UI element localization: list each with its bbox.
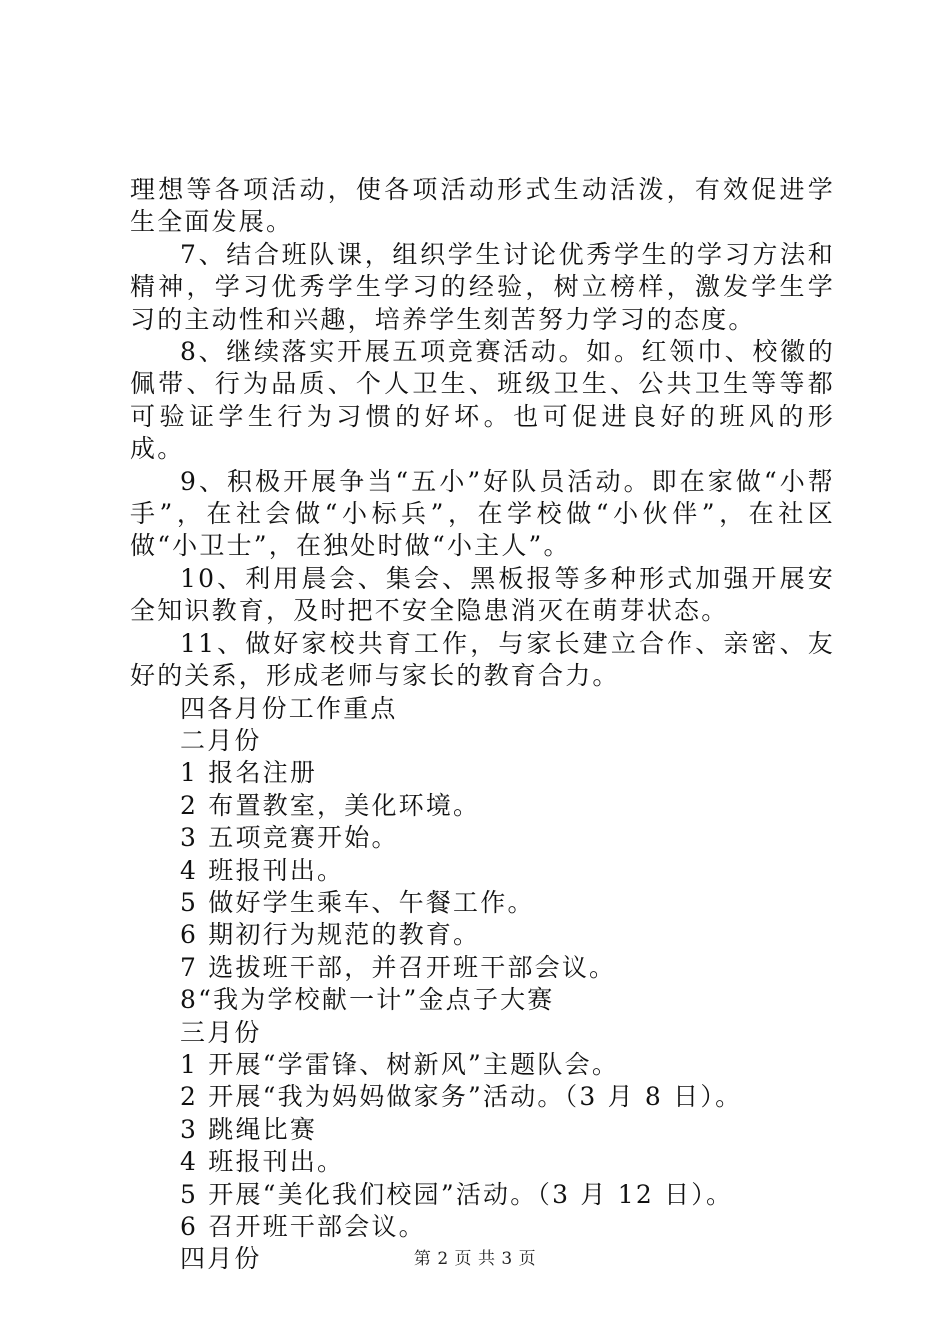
section-heading: 四各月份工作重点 — [180, 693, 398, 723]
list-item: 4 班报刊出。 — [180, 855, 345, 885]
list-item: 1 报名注册 — [180, 758, 318, 788]
list-item: 2 布置教室，美化环境。 — [180, 790, 481, 820]
paragraph-item-9: 9、积极开展争当“五小”好队员活动。即在家做“小帮手”，在社会做“小标兵”，在学校做“小伙伴”，在社区做“小卫士”，在独处时做“小主人”。 — [130, 466, 835, 561]
paragraph-continuation: 理想等各项活动，使各项活动形式生动活泼，有效促进学生全面发展。 — [130, 175, 835, 237]
month-heading-april: 四月份 — [180, 1244, 262, 1274]
page-footer: 第 2 页 共 3 页 — [413, 1249, 537, 1269]
document-body — [130, 174, 835, 1276]
list-item: 1 开展“学雷锋、树新风”主题队会。 — [180, 1049, 620, 1079]
list-item: 5 做好学生乘车、午餐工作。 — [180, 887, 535, 917]
list-item: 3 跳绳比赛 — [180, 1114, 318, 1144]
list-item: 8“我为学校献一计”金点子大赛 — [180, 985, 555, 1015]
list-item: 3 五项竞赛开始。 — [180, 823, 399, 853]
list-item: 4 班报刊出。 — [180, 1147, 345, 1177]
paragraph-item-7: 7、结合班队课，组织学生讨论优秀学生的学习方法和精神，学习优秀学生学习的经验，树立榜样，激发学生学习的主动性和兴趣，培养学生刻苦努力学习的态度。 — [130, 239, 835, 334]
month-heading-march: 三月份 — [180, 1017, 262, 1047]
paragraph-item-10: 10、利用晨会、集会、黑板报等多种形式加强开展安全知识教育，及时把不安全隐患消灭在萌芽状态。 — [130, 563, 835, 626]
list-item: 7 选拔班干部，并召开班干部会议。 — [180, 952, 617, 982]
list-item: 2 开展“我为妈妈做家务”活动。（3 月 8 日）。 — [180, 1082, 743, 1112]
list-item: 6 期初行为规范的教育。 — [180, 920, 481, 950]
month-heading-february: 二月份 — [180, 725, 262, 755]
list-item: 6 召开班干部会议。 — [180, 1212, 426, 1241]
paragraph-item-11: 11、做好家校共育工作，与家长建立合作、亲密、友好的关系，形成老师与家长的教育合力。 — [130, 628, 835, 691]
paragraph-item-8: 8、继续落实开展五项竞赛活动。如。红领巾、校徽的佩带、行为品质、个人卫生、班级卫生、公共卫生等等都可验证学生行为习惯的好坏。也可促进良好的班风的形成。 — [130, 337, 835, 464]
list-item: 5 开展“美化我们校园”活动。（3 月 12 日）。 — [180, 1179, 734, 1209]
